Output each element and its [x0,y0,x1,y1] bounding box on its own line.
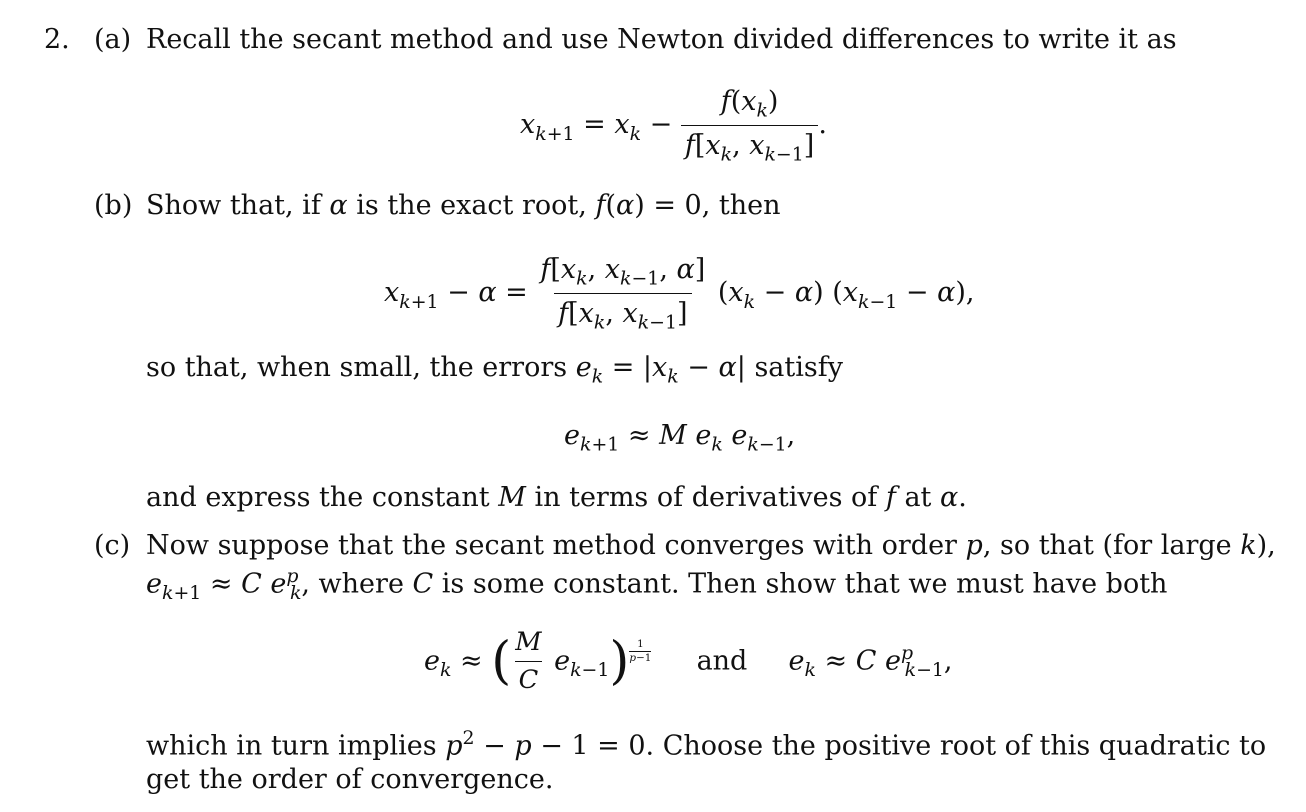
so-that-tail: satisfy [754,352,843,383]
c-line1-a: Now suppose that the secant method converges with order [146,530,957,561]
equation-error-product: $e_{k+1} \approx M$ $e_k$ $e_{k-1}$, [564,420,796,456]
part-c-label: (c) [94,530,131,561]
part-a-text: Recall the secant method and use Newton divided differences to write it as [146,24,1177,55]
express-text-1: and express the constant [146,482,490,513]
part-c-line4: get the order of convergence. [146,764,554,795]
c-line3-a: which in turn implies [146,730,437,762]
part-b-label: (b) [94,190,133,221]
part-b-text-before: Show that, if [146,190,321,221]
part-b-text-middle: is the exact root, [356,190,587,221]
part-a-label: (a) [94,24,132,55]
c-line1-c: ), [1256,530,1276,561]
c-line1-b: , so that (for large [982,530,1232,561]
part-b-express-line: and express the constant M in terms of derivatives of f at α. [146,482,967,513]
c-line3-b: . Choose the positive root of this quadratic to [645,730,1267,762]
equation-both-relations: $e_k$ ≈ ( $\frac{M}{C}$ $e_{k-1}$) $^{\frac{1}{p-1}}$ and $e_k \approx C$ $e^p_{k-1}$, [424,626,953,698]
equation-error-relation: $x_{k+1} - \alpha$ = $\frac{f[x_k, x_{k-1}, \alpha]}{f[x_k, x_{k-1}]}$ $(x_k - \alpha) (x_{k-1} - \alpha)$, [384,254,975,334]
part-c-line2: $e_{k+1} \approx C$ $e^p_k$, where C is some constant. Then show that we must have both [146,565,1168,604]
express-text-3: at [904,482,932,513]
and-word: and [696,645,748,677]
part-c-line1: Now suppose that the secant method converges with order p, so that (for large k), [146,530,1276,561]
part-b-errors-line: so that, when small, the errors $e_k = |x_k - \alpha|$ satisfy [146,352,843,388]
so-that-lead: so that, when small, the errors [146,352,568,383]
c-line2-a: , where [301,568,404,600]
part-b-text-after: then [718,190,781,221]
express-text-2: in terms of derivatives of [534,482,878,513]
c-line2-b: is some constant. Then show that we must have both [441,568,1168,600]
equation-secant: $x_{k+1} = x_k$ − $\frac{f(x_k)}{f[x_k, x_{k-1}]}$ . [520,86,827,166]
problem-number: 2. [44,24,70,55]
part-b-statement: Show that, if α is the exact root, f(α) = 0, then [146,190,781,221]
part-c-line3: which in turn implies $p^2 - p - 1 = 0$. Choose the positive root of this quadratic to [146,727,1267,762]
